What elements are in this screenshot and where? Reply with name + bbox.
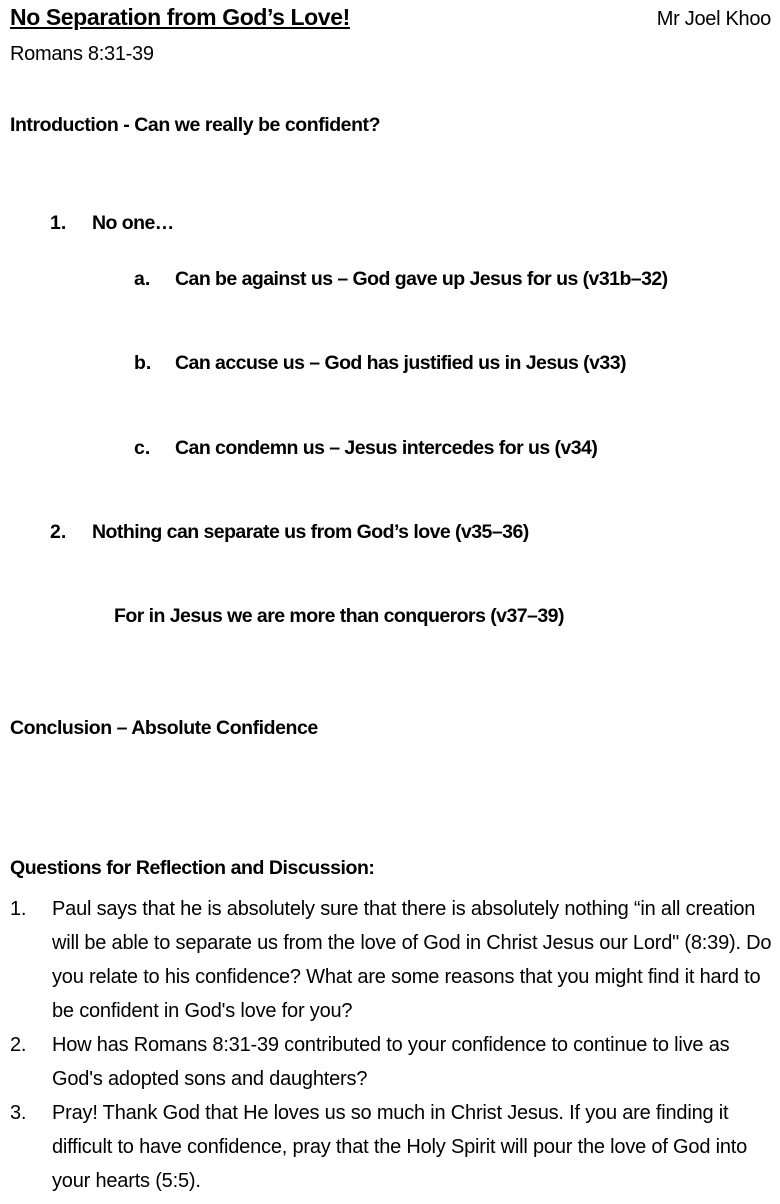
question-3-text: Pray! Thank God that He loves us so much in Christ Jesus. If you are finding it difficult to have confidence, pray that the Holy Spirit will pour the love of God into your hearts (5:5). [52,1102,748,1192]
question-1-number: 1. [10,898,27,920]
point-1-number: 1. [50,212,67,234]
question-2-text: How has Romans 8:31-39 contributed to your confidence to continue to live as God's adopted sons and daughters? [52,1034,730,1090]
subpoint-a-text: Can be against us – God gave up Jesus for us (v31b–32) [175,268,668,290]
question-3 [10,1096,775,1198]
reflection-questions-list [10,892,775,1198]
conclusion-heading: Conclusion – Absolute Confidence [10,717,318,739]
point-1-text: No one… [92,212,174,234]
point-2-text: Nothing can separate us from God’s love (v35–36) [92,521,529,543]
question-2 [10,1028,775,1096]
question-2-number: 2. [10,1034,27,1056]
sermon-title: No Separation from God’s Love! [10,4,350,30]
scripture-reference: Romans 8:31-39 [10,43,154,65]
question-1 [10,892,775,1028]
point-2-note: For in Jesus we are more than conquerors (v37–39) [114,605,564,627]
subpoint-b-letter: b. [134,352,152,374]
speaker-name: Mr Joel Khoo [656,8,771,30]
subpoint-a-letter: a. [134,268,151,290]
question-1-text: Paul says that he is absolutely sure that there is absolutely nothing “in all creation will be able to separate us from the love of God in Christ Jesus our Lord" (8:39). Do you relate to his confidence? What are some reasons that you might find it hard to be confident in God's love for you? [52,898,772,1022]
reflection-heading: Questions for Reflection and Discussion: [10,857,375,879]
introduction-heading: Introduction - Can we really be confident? [10,114,381,136]
subpoint-c-letter: c. [134,437,151,459]
question-3-number: 3. [10,1102,27,1124]
subpoint-b-text: Can accuse us – God has justified us in Jesus (v33) [175,352,626,374]
subpoint-c-text: Can condemn us – Jesus intercedes for us (v34) [175,437,598,459]
point-2-number: 2. [50,521,67,543]
